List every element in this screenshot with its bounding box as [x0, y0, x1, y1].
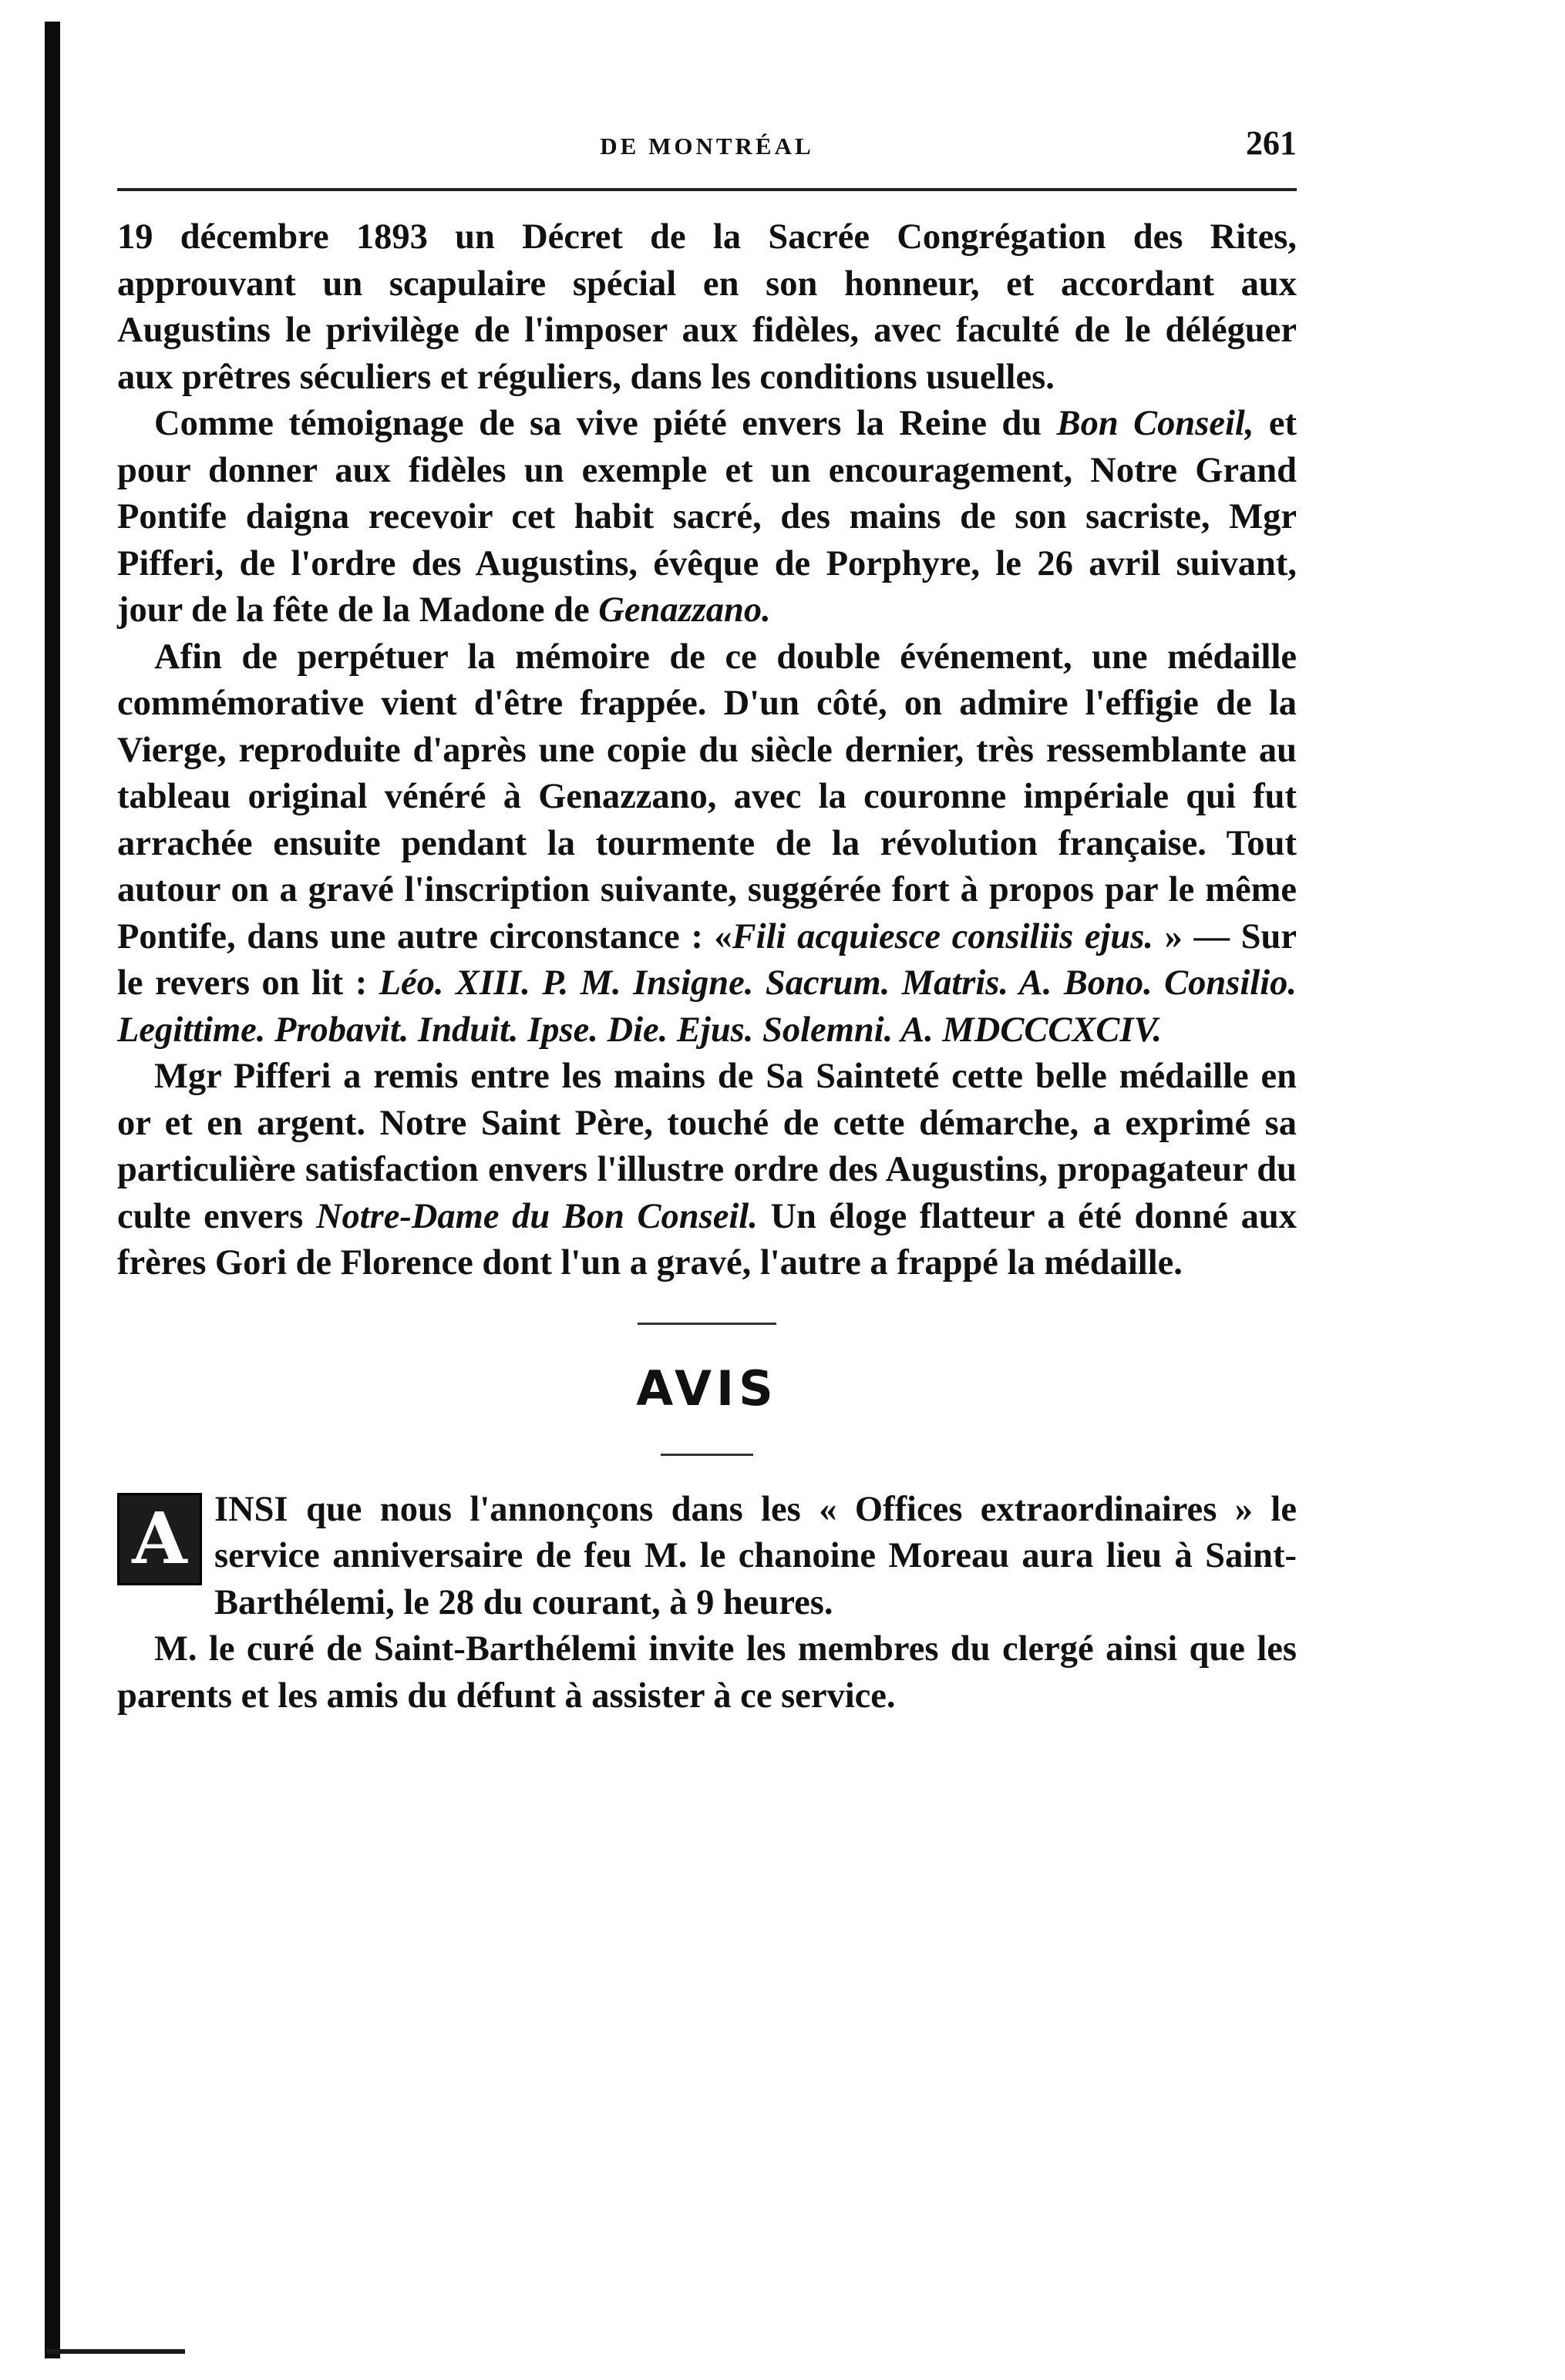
avis-paragraph-1	[117, 1487, 1297, 1627]
book-spine-shadow	[45, 22, 60, 2358]
book-spine-foot	[46, 2349, 185, 2354]
article-body	[117, 214, 1297, 1287]
running-head: DE MONTRÉAL	[600, 133, 814, 160]
title-divider	[661, 1454, 753, 1456]
page-number: 261	[1246, 124, 1297, 162]
page	[117, 123, 1297, 1719]
paragraph-4-text-c: Un éloge flatteur a été donné aux frères Gori de Florence dont l'un a gravé, l'autre a frappé la médaille.	[117, 1196, 1297, 1282]
paragraph-4-italic-b: Notre-Dame du Bon Conseil.	[315, 1196, 758, 1236]
paragraph-2-italic-b: Bon Conseil,	[1056, 404, 1254, 443]
paragraph-1: 19 décembre 1893 un Décret de la Sacrée Congrégation des Rites, approuvant un scapulaire spécial en son honneur, et accordant aux Augustins le privilège de l'imposer aux fidèles, avec faculté de le déléguer aux prêtres séculiers et réguliers, dans les conditions usuelles.	[117, 217, 1297, 397]
avis-title: AVIS	[636, 1360, 778, 1417]
dropcap-letter: A	[117, 1493, 202, 1585]
paragraph-3-text-a: Afin de perpétuer la mémoire de ce double événement, une médaille commémorative vient d'être frappée. D'un côté, on admire l'effigie de la Vierge, reproduite d'après une copie du siècle dernier, très ressemblante au tableau original vénéré à Genazzano, avec la couronne impériale qui fut arrachée ensuite pendant la tourmente de la révolution française. Tout autour on a gravé l'inscription suivante, suggérée fort à propos par le même Pontife, dans une autre circonstance : «	[117, 637, 1297, 956]
page-header	[117, 123, 1297, 191]
paragraph-3-text-c: » — Sur le revers on lit :	[117, 916, 1297, 1003]
paragraph-4-text-a: Mgr Pifferi a remis entre les mains de Sa Sainteté cette belle médaille en or et en argent. Notre Saint Père, touché de cette démarche, a exprimé sa particulière satisfaction envers l'illustre ordre des Augustins, propagateur du culte envers	[117, 1057, 1297, 1236]
section-divider	[638, 1323, 776, 1325]
paragraph-2	[117, 401, 1297, 634]
paragraph-2-text-c: et pour donner aux fidèles un exemple et un encouragement, Notre Grand Pontife daigna recevoir cet habit sacré, des mains de son sacriste, Mgr Pifferi, de l'ordre des Augustins, évêque de Porphyre, le 26 avril suivant, jour de la fête de la Madone de	[117, 404, 1297, 630]
avis-paragraph-2: M. le curé de Saint-Barthélemi invite les membres du clergé ainsi que les parents et les amis du défunt à assister à ce service.	[117, 1629, 1297, 1716]
paragraph-2-text-a: Comme témoignage de sa vive piété envers la Reine du	[154, 404, 1057, 443]
paragraph-4	[117, 1054, 1297, 1287]
paragraph-2-italic-d: Genazzano.	[598, 590, 771, 630]
paragraph-3-italic-d: Léo. XIII. P. M. Insigne. Sacrum. Matris. A. Bono. Consilio. Legittime. Probavit. Induit. Ipse. Die. Ejus. Solemni. A. MDCCCXCIV.	[117, 963, 1297, 1050]
paragraph-3	[117, 634, 1297, 1054]
paragraph-3-italic-b: Fili acquiesce consiliis ejus.	[732, 916, 1153, 956]
avis-paragraph-1-text: INSI que nous l'annonçons dans les « Offices extraordinaires » le service anniversaire de feu M. le chanoine Moreau aura lieu à Saint-Barthélemi, le 28 du courant, à 9 heures.	[214, 1489, 1297, 1622]
